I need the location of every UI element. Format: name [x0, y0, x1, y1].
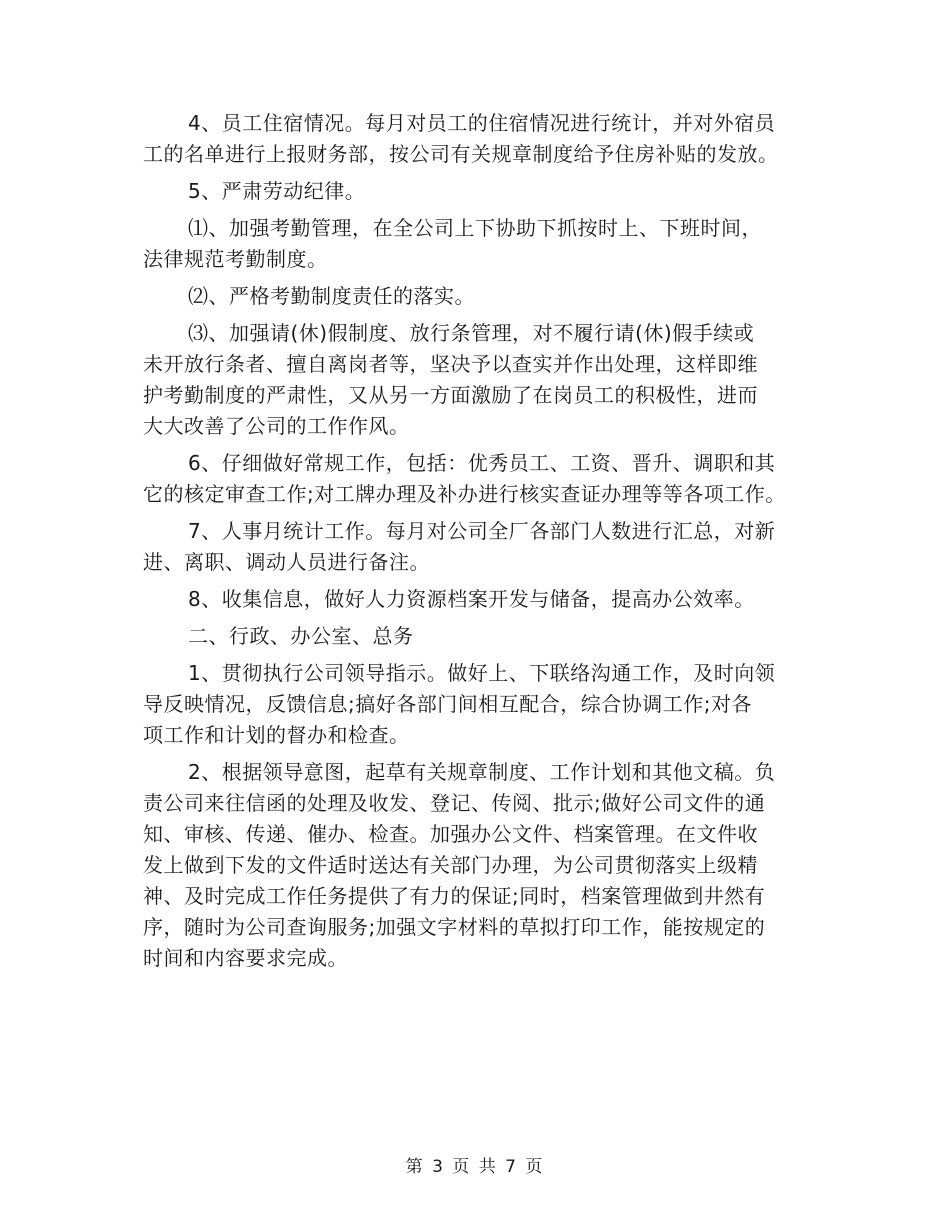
paragraph-line: 6、仔细做好常规工作，包括：优秀员工、工资、晋升、调职和其 [188, 451, 776, 475]
paragraph-line: 未开放行条者、擅自离岗者等，坚决予以查实并作出处理，这样即维 [143, 352, 758, 376]
paragraph-line: 责公司来往信函的处理及收发、登记、传阅、批示;做好公司文件的通 [143, 791, 766, 815]
paragraph-line: 8、收集信息，做好人力资源档案开发与储备，提高办公效率。 [188, 587, 755, 611]
paragraph-line: 时间和内容要求完成。 [143, 946, 348, 970]
paragraph-line: ⑴、加强考勤管理，在全公司上下协助下抓按时上、下班时间， [188, 216, 762, 240]
paragraph-line: 1、贯彻执行公司领导指示。做好上、下联络沟通工作，及时向领 [188, 661, 776, 685]
paragraph-line: 7、人事月统计工作。每月对公司全厂各部门人数进行汇总，对新 [188, 519, 776, 543]
paragraph-line: 神、及时完成工作任务提供了有力的保证;同时，档案管理做到井然有 [143, 884, 766, 908]
paragraph-line: 护考勤制度的严肃性，又从另一方面激励了在岗员工的积极性，进而 [143, 383, 758, 407]
page-number-footer: 第 3 页 共 7 页 [405, 1157, 545, 1177]
paragraph-line: 4、员工住宿情况。每月对员工的住宿情况进行统计，并对外宿员 [188, 111, 776, 135]
section-heading: 二、行政、办公室、总务 [188, 624, 414, 648]
paragraph-line: 2、根据领导意图，起草有关规章制度、工作计划和其他文稿。负 [188, 760, 776, 784]
document-body [143, 108, 823, 974]
paragraph-line: 工的名单进行上报财务部，按公司有关规章制度给予住房补贴的发放。 [143, 142, 779, 166]
paragraph-line: 法律规范考勤制度。 [143, 247, 328, 271]
paragraph-line: 进、离职、调动人员进行备注。 [143, 550, 430, 574]
paragraph-line: 项工作和计划的督办和检查。 [143, 723, 410, 747]
paragraph-line: ⑶、加强请(休)假制度、放行条管理，对不履行请(休)假手续或 [188, 321, 755, 345]
paragraph-line: 知、审核、传递、催办、检查。加强办公文件、档案管理。在文件收 [143, 822, 758, 846]
paragraph-line: 5、严肃劳动纪律。 [188, 179, 366, 203]
paragraph-line: 大大改善了公司的工作作风。 [143, 414, 410, 438]
paragraph-line: ⑵、严格考勤制度责任的落实。 [188, 284, 475, 308]
paragraph-line: 序，随时为公司查询服务;加强文字材料的草拟打印工作，能按规定的 [143, 915, 766, 939]
paragraph-line: 导反映情况，反馈信息;搞好各部门间相互配合，综合协调工作;对各 [143, 692, 752, 716]
paragraph-line: 发上做到下发的文件适时送达有关部门办理，为公司贯彻落实上级精 [143, 853, 758, 877]
paragraph-line: 它的核定审查工作;对工牌办理及补办进行核实查证办理等等各项工作。 [143, 482, 786, 506]
